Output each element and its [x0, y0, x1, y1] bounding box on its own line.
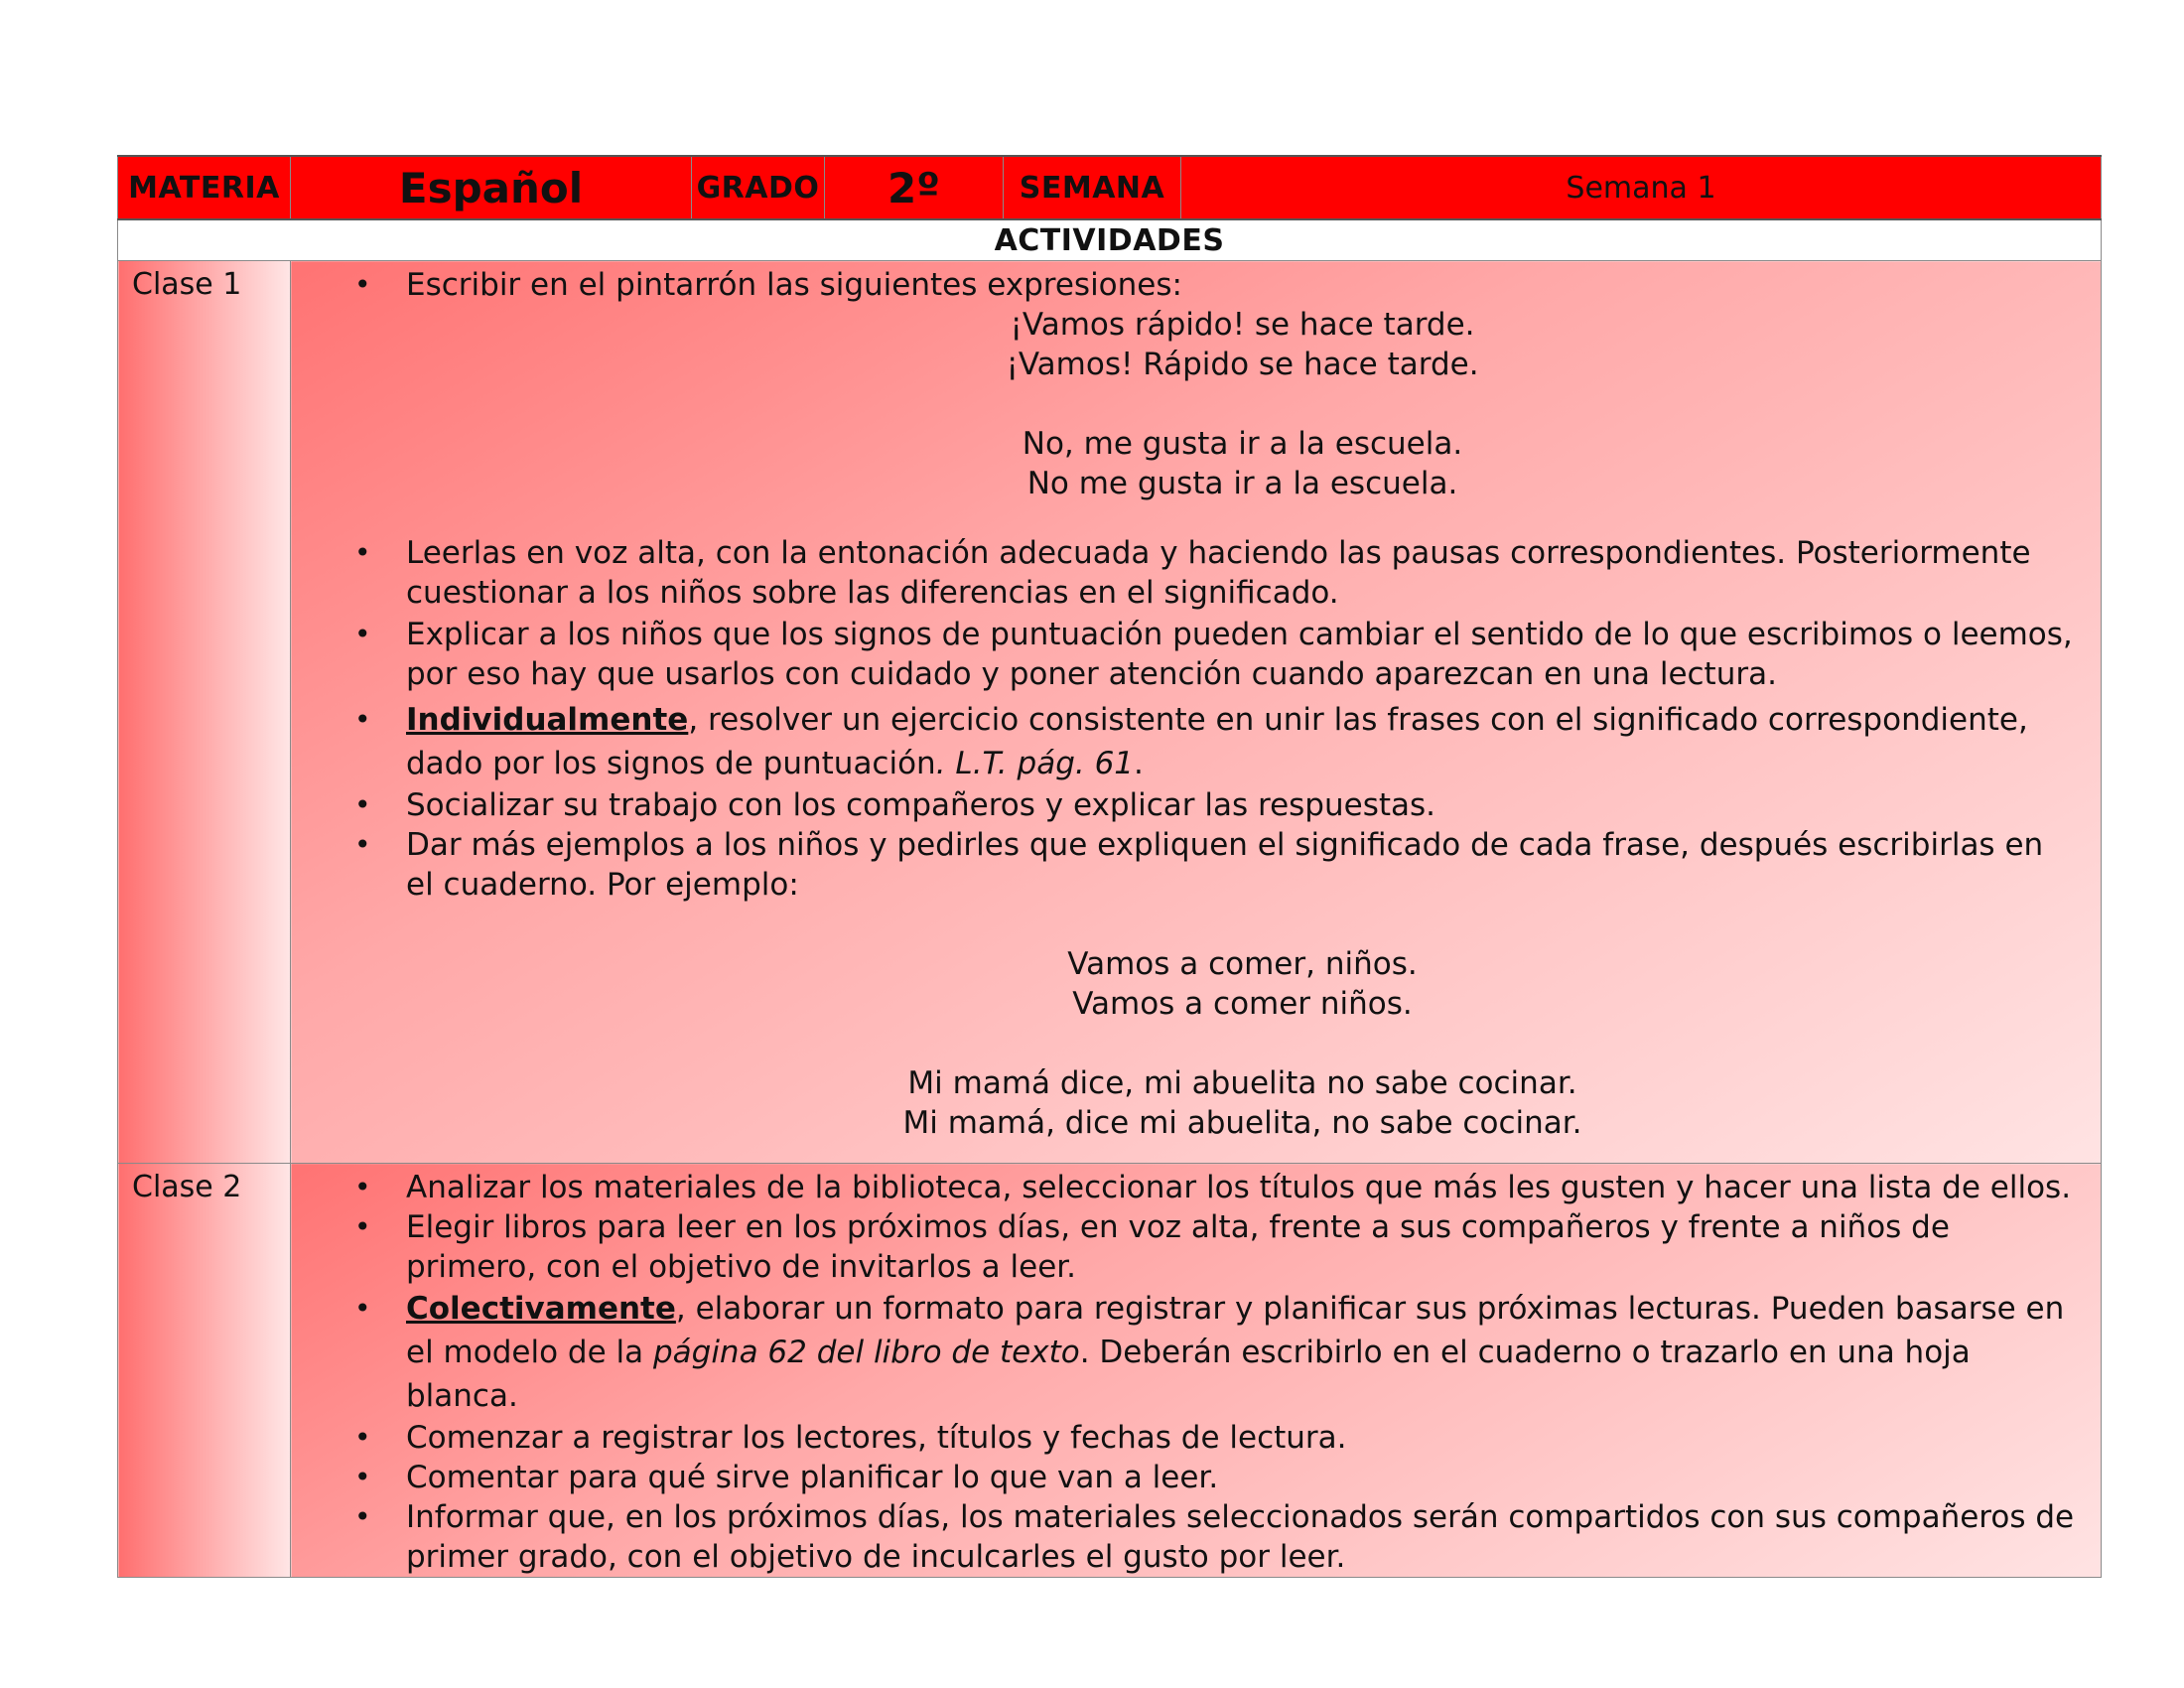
materia-label: MATERIA: [118, 156, 291, 219]
semana-value: Semana 1: [1566, 170, 1716, 206]
example-block: [291, 305, 2079, 503]
semana-label: SEMANA: [1004, 157, 1181, 218]
example-line: ¡Vamos rápido! se hace tarde.: [1010, 307, 1475, 343]
clase-1-label: Clase 1: [118, 261, 291, 1164]
example-line: No me gusta ir a la escuela.: [1026, 466, 1458, 501]
list-item: • Leerlas en voz alta, con la entonación adecuada y haciendo las pausas correspondientes. Posteriormente cuestionar a los niños sobre las diferencias en el significado.: [406, 533, 2079, 613]
list-item-text: , resolver un ejercicio consistente en unir las frases con el significado correspondiente, dado por los signos de puntuación: [406, 702, 2028, 781]
clase-2-content: [291, 1164, 2102, 1578]
clase-1-content: [291, 261, 2102, 1164]
example-line: Mi mamá dice, mi abuelita no sabe cocinar.: [907, 1065, 1577, 1101]
grado-value: 2º: [825, 156, 1004, 219]
example-line: ¡Vamos! Rápido se hace tarde.: [1006, 347, 1479, 382]
list-item-text: . Deberán escribirlo en el cuaderno o trazarlo en una hoja blanca.: [406, 1335, 1971, 1414]
reference-text: página 62 del libro de texto: [652, 1335, 1080, 1370]
emphasis-text: Colectivamente: [406, 1291, 676, 1327]
grado-label: GRADO: [692, 156, 825, 219]
list-item: • Comenzar a registrar los lectores, títulos y fechas de lectura.: [406, 1418, 2079, 1458]
list-item: [406, 698, 2079, 785]
clase-1-list-2: [291, 533, 2079, 905]
list-item-text: .: [1134, 746, 1144, 781]
example-line: Vamos a comer niños.: [1072, 986, 1413, 1022]
list-item: • Explicar a los niños que los signos de puntuación pueden cambiar el sentido de lo que escribimos o leemos, por eso hay que usarlos con cuidado y poner atención cuando aparezcan en una lectura.: [406, 615, 2079, 694]
list-item: • Comentar para qué sirve planificar lo que van a leer.: [406, 1458, 2079, 1497]
materia-value: Español: [291, 156, 692, 219]
example-line: Mi mamá, dice mi abuelita, no sabe cocinar.: [902, 1105, 1582, 1141]
list-item: • Analizar los materiales de la biblioteca, seleccionar los títulos que más les gusten y hacer una lista de ellos.: [406, 1168, 2079, 1207]
example-block-2: [291, 944, 2079, 1143]
clase-2-list: [291, 1168, 2079, 1577]
lesson-plan-table: [117, 155, 2102, 1578]
list-item: [406, 1287, 2079, 1418]
example-line: Vamos a comer, niños.: [1067, 946, 1418, 982]
reference-text: . L.T. pág. 61: [935, 746, 1135, 781]
actividades-row: [118, 219, 2102, 261]
list-item: • Dar más ejemplos a los niños y pedirles que expliquen el significado de cada frase, después escribirlas en el cuaderno. Por ejemplo:: [406, 825, 2079, 905]
semana-group: [1004, 156, 2102, 219]
list-item-text: , elaborar un formato para registrar y planificar sus próximas lecturas. Pueden basarse en el modelo de la: [406, 1291, 2065, 1370]
list-item: • Escribir en el pintarrón las siguientes expresiones:: [406, 265, 2079, 305]
emphasis-text: Individualmente: [406, 702, 689, 738]
clase-2-label: Clase 2: [118, 1164, 291, 1578]
clase-1-row: [118, 261, 2102, 1164]
clase-1-list: [291, 265, 2079, 305]
list-item: • Informar que, en los próximos días, los materiales seleccionados serán compartidos con sus compañeros de primer grado, con el objetivo de inculcarles el gusto por leer.: [406, 1497, 2079, 1577]
example-line: No, me gusta ir a la escuela.: [1022, 426, 1463, 462]
list-item: • Socializar su trabajo con los compañeros y explicar las respuestas.: [406, 785, 2079, 825]
clase-2-row: [118, 1164, 2102, 1578]
actividades-title: ACTIVIDADES: [118, 219, 2102, 261]
header-row: [118, 156, 2102, 219]
list-item: • Elegir libros para leer en los próximos días, en voz alta, frente a sus compañeros y frente a niños de primero, con el objetivo de invitarlos a leer.: [406, 1207, 2079, 1287]
